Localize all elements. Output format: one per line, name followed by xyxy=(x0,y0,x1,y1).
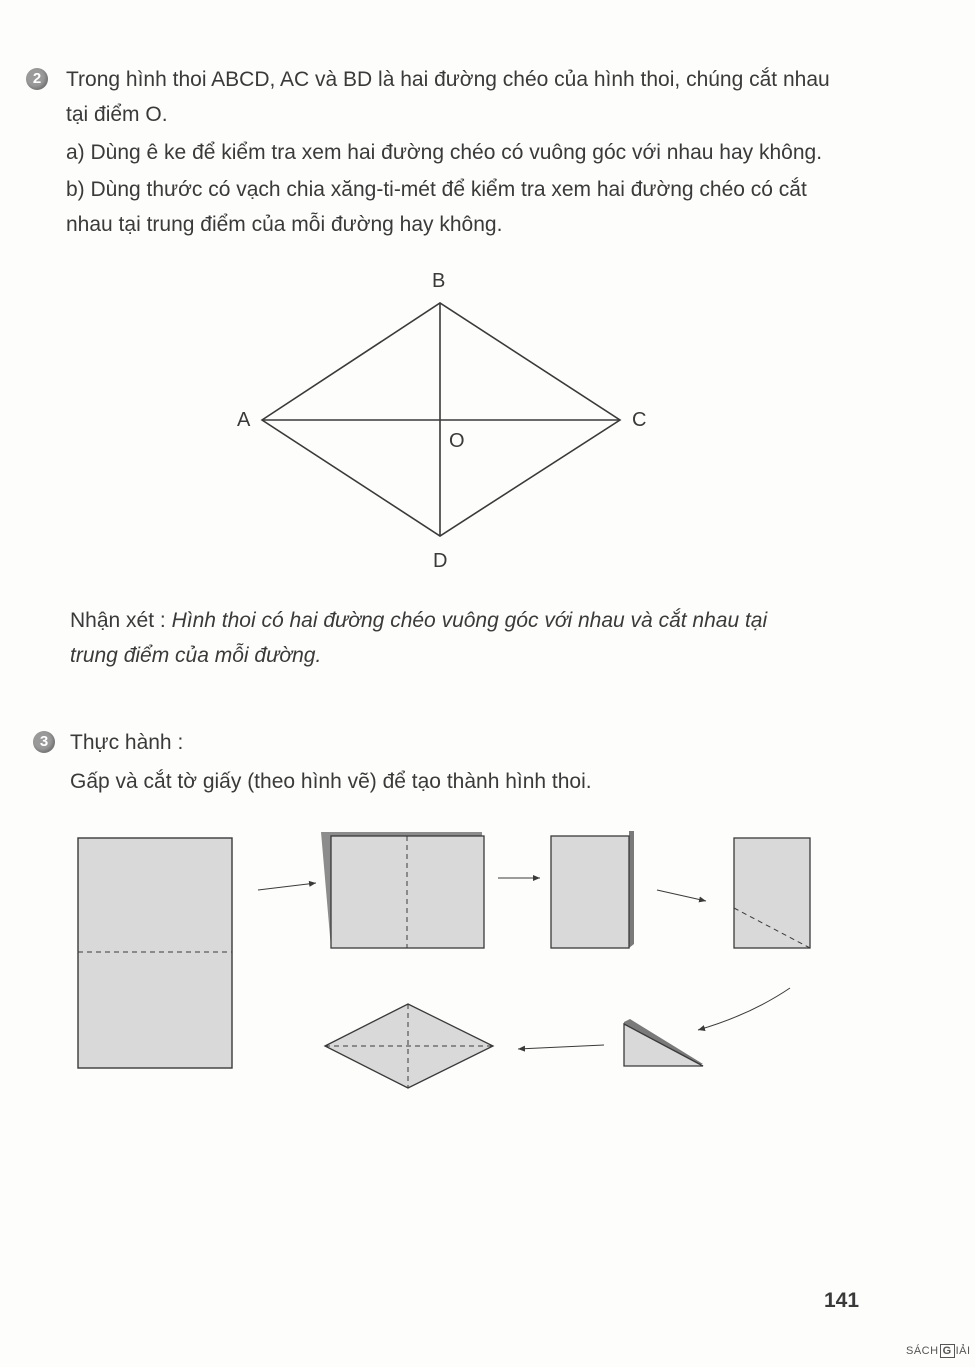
page-number: 141 xyxy=(824,1289,860,1312)
arrow-step-5-to-6 xyxy=(518,1045,604,1049)
exercise-3-number: 3 xyxy=(33,731,55,753)
vertex-label-c: C xyxy=(632,409,647,431)
exercise-2-part-b-line-1: b) Dùng thước có vạch chia xăng-ti-mét để kiểm tra xem hai đường chéo có cắt xyxy=(66,178,807,201)
brand-left: SÁCH xyxy=(906,1345,939,1357)
exercise-2-part-b-line-2: nhau tại trung điểm của mỗi đường hay không. xyxy=(66,213,503,236)
step-5-cut-triangle xyxy=(624,1019,703,1066)
exercise-2-line-2: tại điểm O. xyxy=(66,103,168,126)
exercise-2-line-1: Trong hình thoi ABCD, AC và BD là hai đường chéo của hình thoi, chúng cắt nhau xyxy=(66,68,830,91)
vertex-label-b: B xyxy=(432,270,446,292)
brand-right: IẢI xyxy=(955,1345,971,1357)
remark-text-1: Hình thoi có hai đường chéo vuông góc với nhau và cắt nhau tại xyxy=(171,609,768,632)
exercise-3-instruction: Gấp và cắt tờ giấy (theo hình vẽ) để tạo thành hình thoi. xyxy=(70,770,592,793)
step-1-full-sheet xyxy=(78,838,232,1068)
vertex-label-d: D xyxy=(433,550,448,572)
vertex-label-o: O xyxy=(449,430,465,452)
step-4-marked-cut xyxy=(734,838,810,948)
step-3-folded-quarter xyxy=(551,831,634,948)
arrow-step-3-to-4 xyxy=(657,890,706,901)
step-6-unfolded-rhombus xyxy=(325,1004,493,1088)
arrow-step-1-to-2 xyxy=(258,883,316,890)
brand-watermark xyxy=(906,1344,971,1358)
exercise-2-number: 2 xyxy=(26,68,48,90)
exercise-3-title: Thực hành : xyxy=(70,731,184,754)
exercise-2-part-a: a) Dùng ê ke để kiểm tra xem hai đường chéo có vuông góc với nhau hay không. xyxy=(66,141,823,164)
remark-line-2: trung điểm của mỗi đường. xyxy=(70,644,322,667)
brand-box: G xyxy=(940,1344,955,1358)
remark-label: Nhận xét : xyxy=(70,609,172,632)
step-2-folded-half xyxy=(321,832,484,948)
arrow-step-4-to-5 xyxy=(698,988,790,1030)
vertex-label-a: A xyxy=(237,409,251,431)
